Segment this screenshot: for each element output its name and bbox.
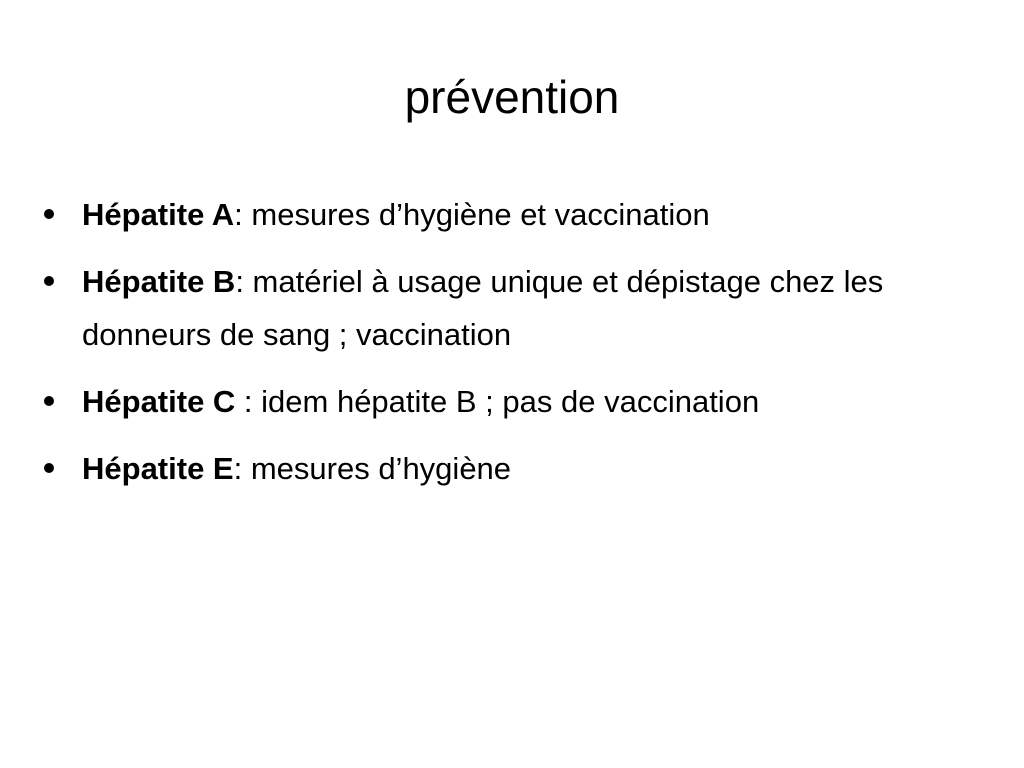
bullet-text: : mesures d’hygiène et vaccination	[234, 197, 710, 232]
bullet-icon	[44, 463, 54, 473]
bullet-text: : mesures d’hygiène	[233, 451, 512, 486]
bullet-term: Hépatite E	[82, 451, 234, 486]
bullet-text: : matériel à usage unique et dépistage chez les donneurs de sang ; vaccination	[82, 264, 884, 352]
bullet-icon	[44, 276, 54, 286]
bullet-item-hepatite-e	[40, 442, 1000, 495]
bullet-item-hepatite-c	[40, 375, 1000, 428]
slide-title: prévention	[404, 71, 620, 123]
bullet-list	[40, 188, 1000, 495]
bullet-term: Hépatite B	[82, 264, 236, 299]
bullet-icon	[44, 209, 54, 219]
bullet-text: : idem hépatite B ; pas de vaccination	[235, 384, 760, 419]
bullet-term: Hépatite A	[82, 197, 235, 232]
bullet-item-hepatite-b	[40, 255, 1000, 361]
bullet-item-hepatite-a	[40, 188, 1000, 241]
bullet-term: Hépatite C	[82, 384, 236, 419]
bullet-icon	[44, 396, 54, 406]
